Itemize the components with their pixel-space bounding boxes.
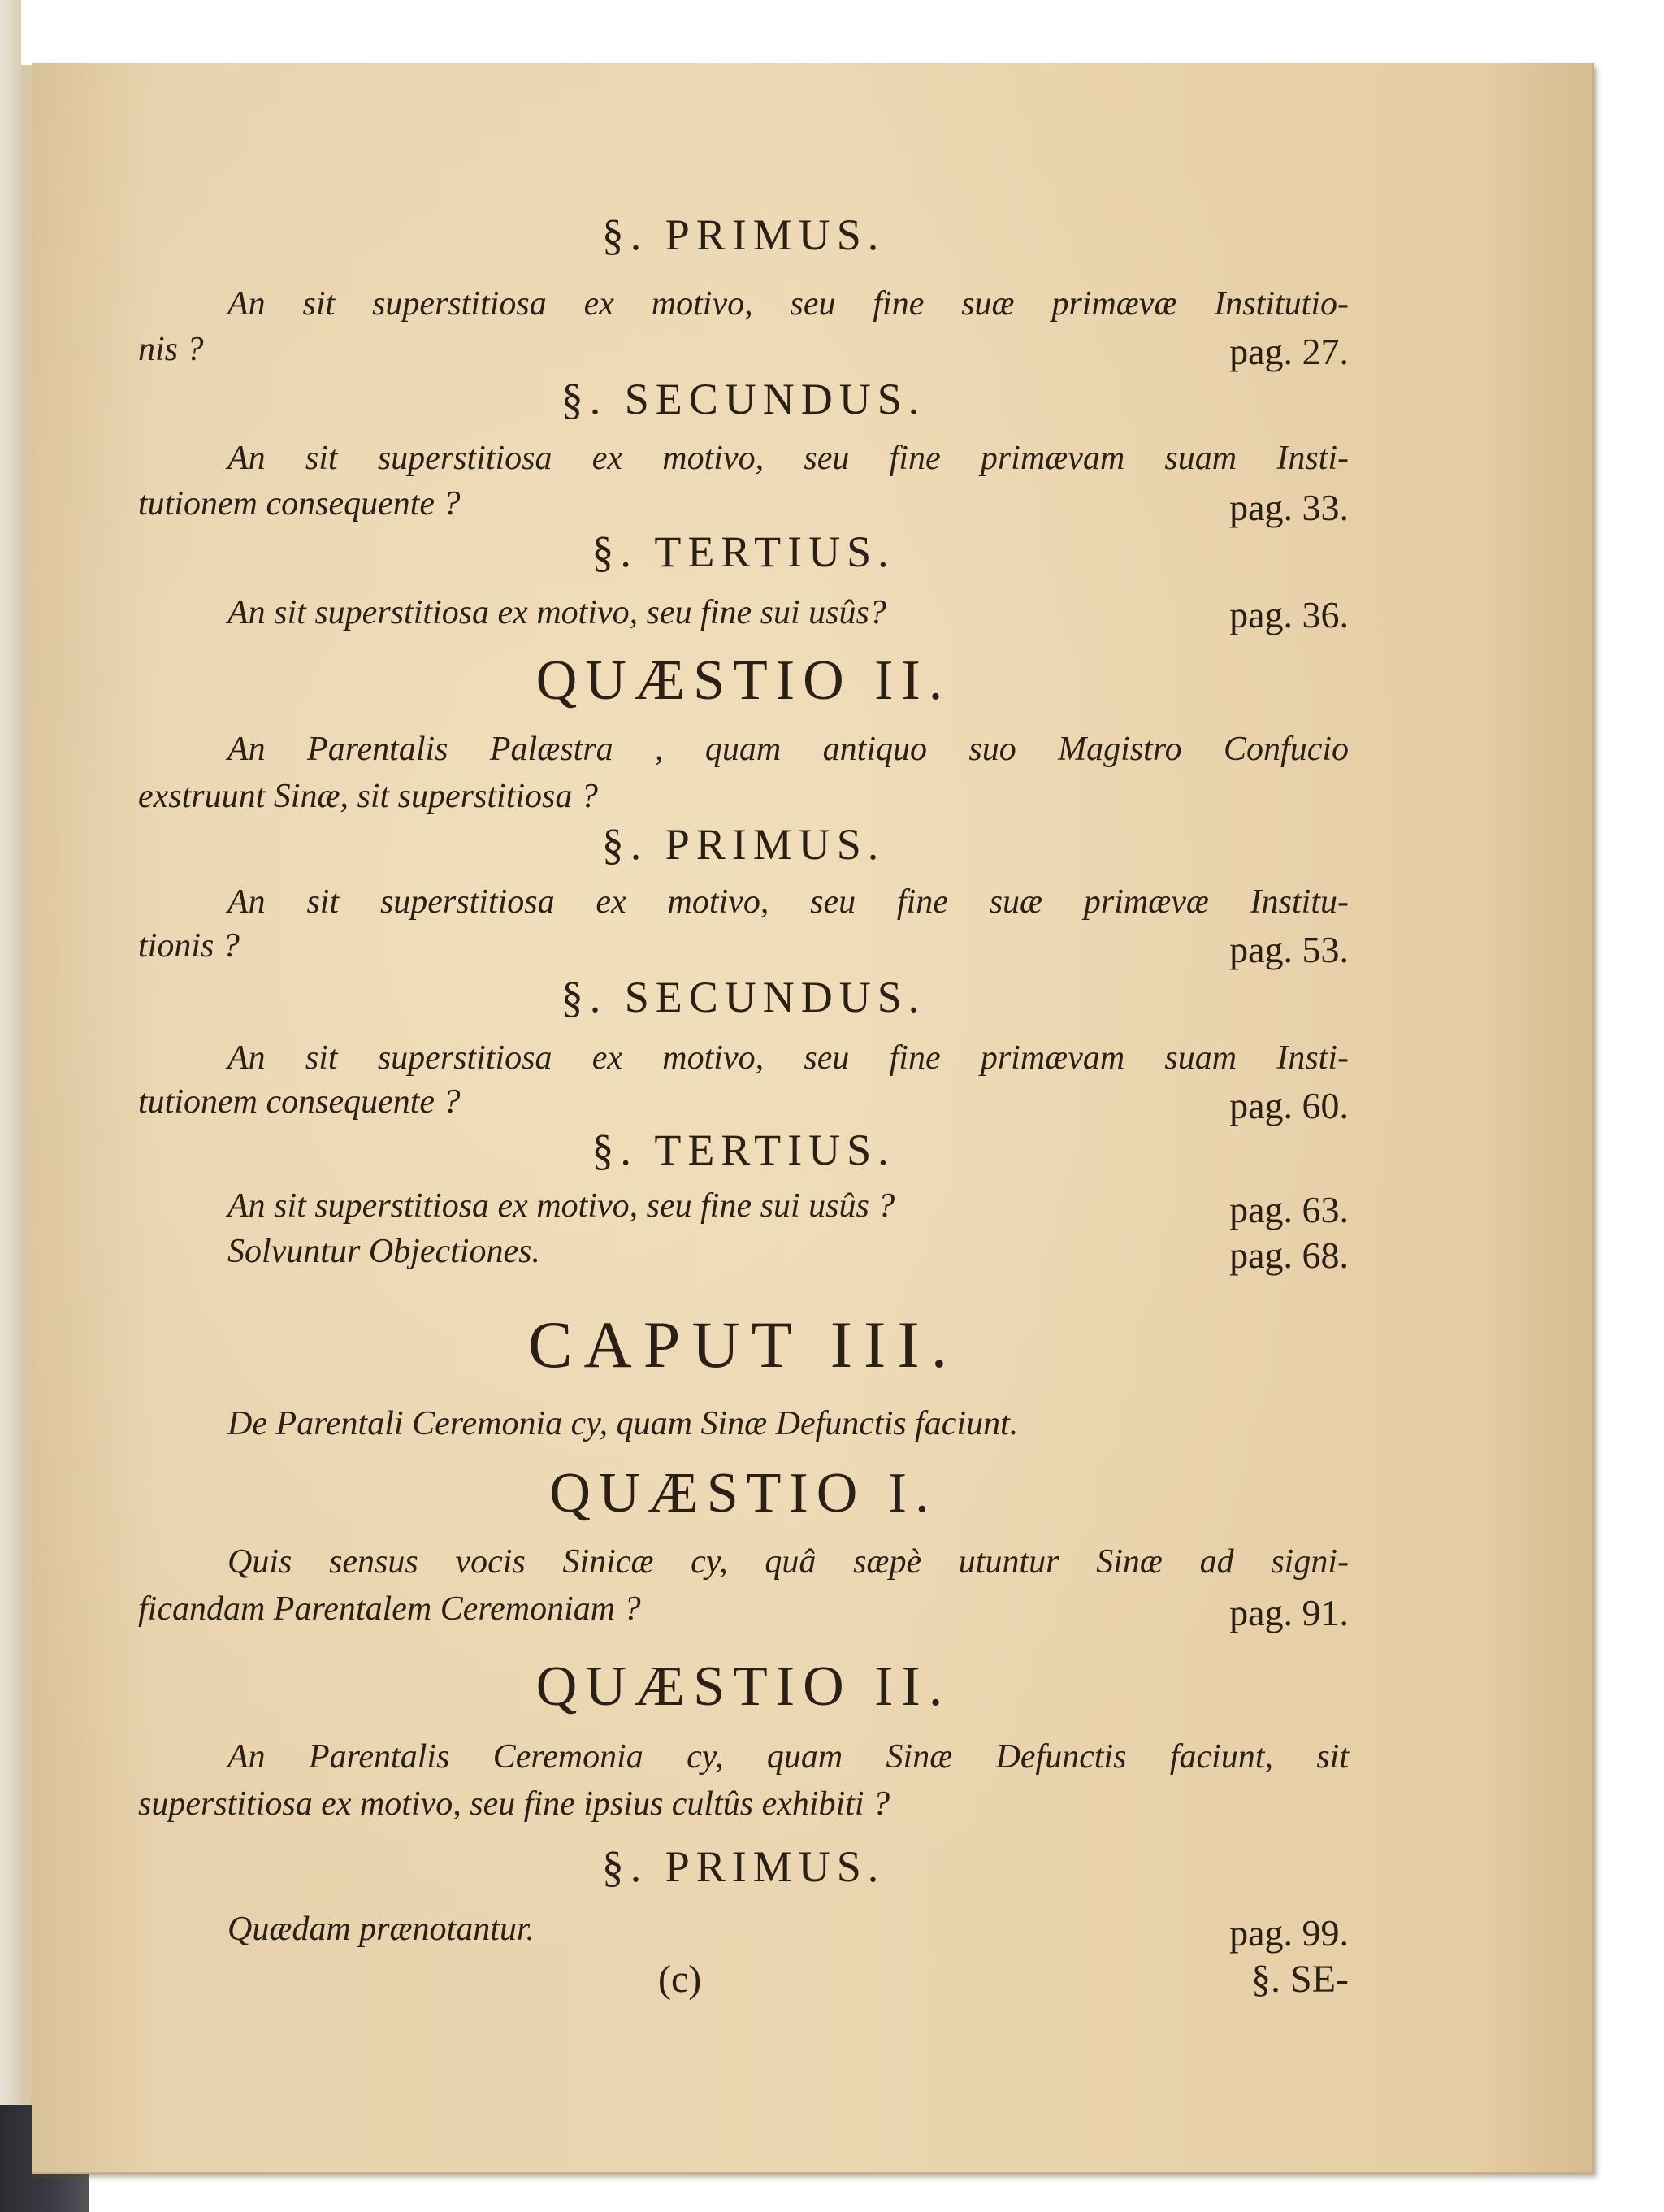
question-heading: QUÆSTIO II.	[535, 649, 951, 712]
entry-text-line: Quis sensus vocis Sinicæ cy, quâ sæpè utuntur Sinæ ad signi-	[228, 1543, 1349, 1581]
question-heading: QUÆSTIO I.	[549, 1462, 938, 1525]
page-reference: pag. 27.	[1229, 331, 1349, 372]
entry-text-line: nis ?	[138, 331, 204, 368]
entry-text-line: An sit superstitiosa ex motivo, seu fine sui usûs ?	[228, 1187, 895, 1225]
page-reference: pag. 53.	[1229, 929, 1349, 970]
page-reference: pag. 33.	[1229, 487, 1349, 528]
entry-text-line: An Parentalis Ceremonia cy, quam Sinæ Defunctis faciunt, sit	[228, 1738, 1349, 1776]
section-heading: §. TERTIUS.	[592, 1126, 895, 1174]
chapter-heading: CAPUT III.	[527, 1308, 960, 1381]
entry-text-line: An sit superstitiosa ex motivo, seu fine sui usûs?	[228, 594, 886, 631]
page-reference: pag. 60.	[1229, 1085, 1349, 1126]
entry-text-line: tionis ?	[138, 927, 240, 965]
page-reference: pag. 68.	[1229, 1234, 1349, 1276]
entry-text-line: An sit superstitiosa ex motivo, seu fine primævam suam Insti-	[228, 1039, 1349, 1077]
book-spine-edge	[0, 0, 21, 2212]
section-heading: §. SECUNDUS.	[561, 973, 926, 1021]
entry-text-line: An sit superstitiosa ex motivo, seu fine suæ primævæ Institu-	[228, 883, 1349, 921]
page-reference: pag. 99.	[1229, 1912, 1349, 1954]
entry-text-line: tutionem consequente ?	[138, 485, 461, 523]
entry-text-line: ficandam Parentalem Ceremoniam ?	[138, 1590, 641, 1628]
entry-text-line: exstruunt Sinæ, sit superstitiosa ?	[138, 778, 598, 815]
section-heading: §. SECUNDUS.	[561, 375, 926, 423]
question-heading: QUÆSTIO II.	[535, 1655, 951, 1718]
entry-text-line: De Parentali Ceremonia cy, quam Sinæ Defunctis faciunt.	[228, 1405, 1019, 1442]
section-heading: §. PRIMUS.	[601, 210, 886, 259]
entry-text-line: Solvuntur Objectiones.	[228, 1233, 540, 1270]
entry-text-line: An sit superstitiosa ex motivo, seu fine primævam suam Insti-	[228, 440, 1349, 477]
entry-text-line: An Parentalis Palæstra , quam antiquo suo Magistro Confucio	[228, 731, 1349, 768]
catchword: §. SE-	[1251, 1958, 1349, 2001]
section-heading: §. TERTIUS.	[592, 527, 895, 576]
entry-text-line: tutionem consequente ?	[138, 1083, 461, 1121]
page-reference: pag. 36.	[1229, 594, 1349, 635]
page-reference: pag. 91.	[1229, 1592, 1349, 1633]
entry-text-line: Quædam prænotantur.	[228, 1911, 535, 1948]
signature-mark: (c)	[658, 1958, 702, 2001]
entry-text-line: An sit superstitiosa ex motivo, seu fine suæ primævæ Institutio-	[228, 285, 1349, 323]
page-reference: pag. 63.	[1229, 1189, 1349, 1230]
book-page	[32, 63, 1594, 2174]
section-heading: §. PRIMUS.	[601, 820, 886, 869]
entry-text-line: superstitiosa ex motivo, seu fine ipsius cultûs exhibiti ?	[138, 1785, 890, 1823]
section-heading: §. PRIMUS.	[601, 1842, 886, 1891]
